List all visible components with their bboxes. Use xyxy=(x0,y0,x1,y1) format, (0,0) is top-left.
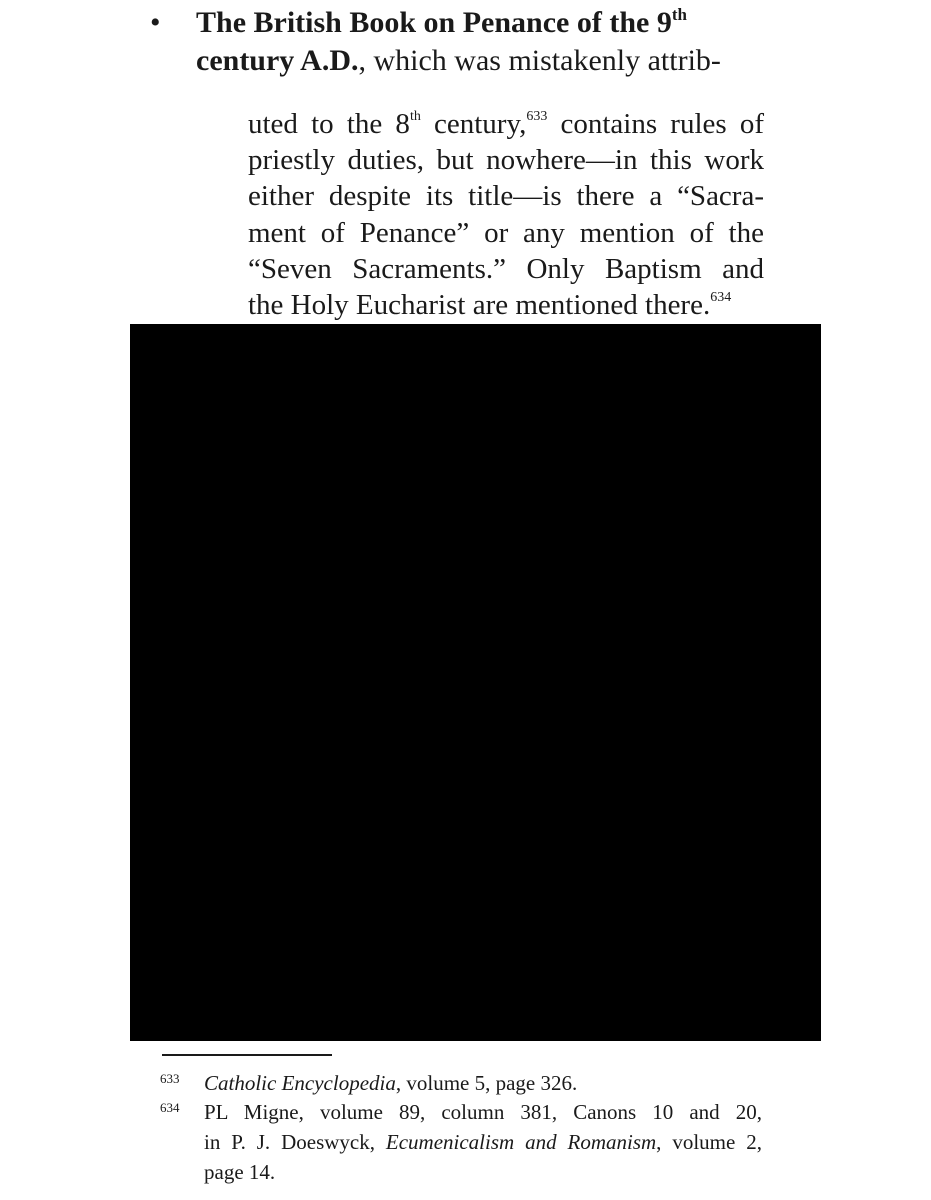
text-run: contains rules of xyxy=(547,108,765,140)
footnote-ref: 633 xyxy=(526,109,548,124)
text-run: , volume 2, xyxy=(656,1130,762,1154)
paragraph-line: ment of Penance” or any mention of the xyxy=(248,216,764,249)
italic-title: Ecumenicalism and Romanism xyxy=(385,1130,657,1154)
superscript: th xyxy=(409,109,421,124)
text-run: the Holy Eucharist are mentioned there. xyxy=(248,288,711,321)
paragraph-line: priestly duties, but nowhere—in this work xyxy=(248,144,764,177)
footnote-line: PL Migne, volume 89, column 381, Canons 10 and 20, xyxy=(204,1100,762,1124)
body-paragraph xyxy=(248,106,764,323)
bullet-sup: th xyxy=(671,5,687,24)
footnote-number: 634 xyxy=(160,1100,180,1115)
bullet-bold-text: The British Book on Penance of the 9 xyxy=(196,6,672,39)
text-run: in P. J. Doeswyck, xyxy=(204,1130,386,1154)
footnote-divider xyxy=(162,1054,332,1056)
bullet-marker: • xyxy=(150,6,161,39)
footnote-text xyxy=(204,1097,762,1187)
italic-title: Catholic Encyclopedia xyxy=(204,1071,396,1095)
text-run: , volume 5, page 326. xyxy=(395,1071,578,1095)
paragraph-line: either despite its title—is there a “Sacra- xyxy=(248,180,764,213)
footnote-ref: 634 xyxy=(710,289,732,305)
footnote-line xyxy=(204,1127,762,1157)
footnote-text xyxy=(204,1068,762,1098)
bullet-text xyxy=(196,4,796,80)
bullet-rest-text: , which was mistakenly attrib- xyxy=(358,44,721,77)
paragraph-line: “Seven Sacraments.” Only Baptism and xyxy=(248,252,764,285)
paragraph-line xyxy=(248,287,764,323)
bullet-bold-text-2: century A.D. xyxy=(196,44,359,77)
footnote-line: page 14. xyxy=(204,1160,276,1184)
footnote-line xyxy=(204,1068,762,1098)
text-run: century, xyxy=(420,108,527,140)
text-run: uted to the 8 xyxy=(248,108,410,140)
paragraph-line xyxy=(248,106,764,142)
footnote-number: 633 xyxy=(160,1071,180,1086)
redaction-block xyxy=(130,324,821,1041)
